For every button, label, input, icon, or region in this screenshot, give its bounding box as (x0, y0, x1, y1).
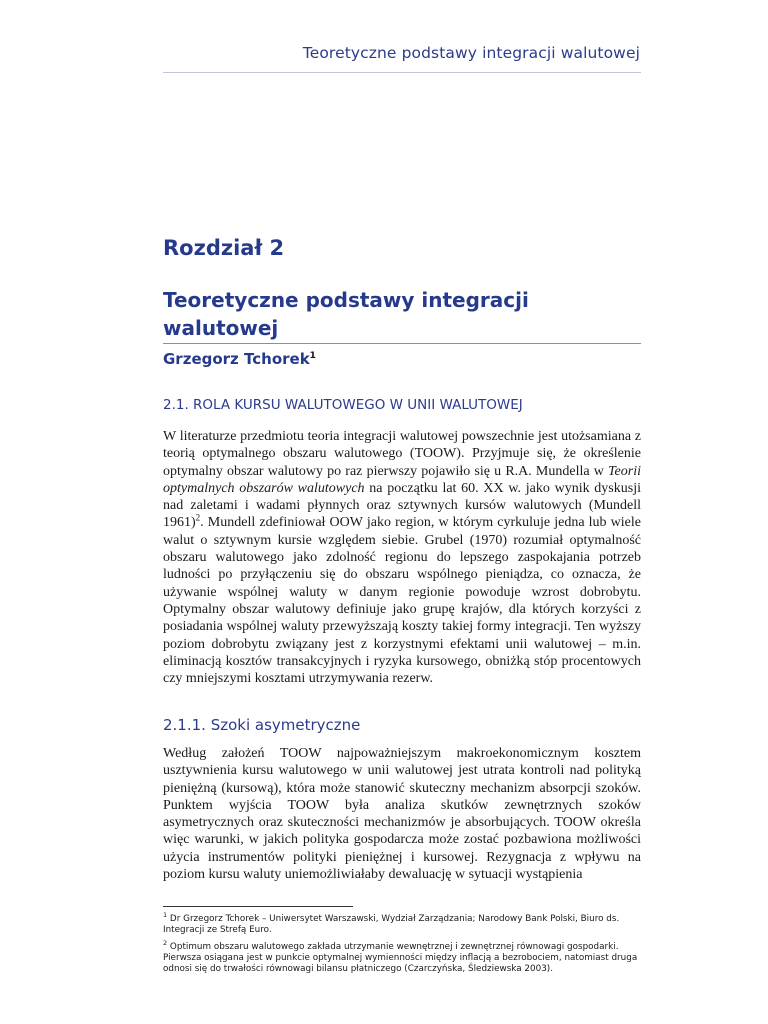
header-divider (163, 72, 641, 73)
author-footnote-mark[interactable]: 1 (309, 351, 316, 361)
section-heading-2-1-1: 2.1.1. Szoki asymetryczne (163, 716, 361, 734)
body-paragraph-2: Według założeń TOOW najpoważniejszym makroekonomicznym kosztem usztywnienia kursu walutowego w unii walutowej jest utrata kontroli nad polityką pieniężną (kursową), która może stanowić skuteczny mechanizm absorpcji szoków. Punktem wyjścia TOOW była analiza skutków zewnętrznych szoków asymetrycznych oraz skuteczności mechanizmów je absorbujących. TOOW określa więc warunki, w jakich polityka gospodarcza może zostać pozbawiona możliwości użycia instrumentów polityki pieniężnej i kursowej. Rezygnacja z wpływu na poziom kursu waluty uniemożliwiałaby dewaluację w sytuacji wystąpienia (163, 746, 641, 883)
body-paragraph-1 (163, 428, 641, 687)
paragraph-text-b: na początku lat 60. XX w. jako wynik dyskusji nad zaletami i wadami płynnych oraz sztywnych kursów walutowych (Mundell 1961) (163, 480, 641, 531)
footnote-divider (163, 906, 353, 907)
title-divider (163, 343, 641, 344)
paragraph-text-a: W literaturze przedmiotu teoria integracji walutowej powszechnie jest utożsamiana z teorią optymalnego obszaru walutowego (TOOW). Przyjmuje się, że określenie optymalny obszar walutowy po raz pierwszy pojawiło się u R.A. Mundella w (163, 429, 641, 479)
footnote-1-mark: 1 (163, 911, 168, 919)
footnote-2-mark: 2 (163, 938, 168, 947)
paragraph-text-c: . Mundell zdefiniował OOW jako region, w którym cyrkuluje jedna lub wiele walut o sztywnym kursie względem siebie. Grubel (1970) rozumiał optymalność obszaru walutowego jako zdolność regionu do lepszego zaspokajania potrzeb ludności po przyłączeniu się do obszaru wspólnego pieniądza, co oznacza, że używanie wspólnej waluty w danym regionie powoduje wzrost dobrobytu. Optymalny obszar walutowy definiuje jako grupę krajów, dla których korzyści z posiadania wspólnej waluty przewyższają koszty takiej formy integracji. Ten wyższy poziom dobrobytu związany jest z korzystnymi efektami unii walutowej – m.in. eliminacją kosztów transakcyjnych i ryzyka kursowego, obniżką stóp procentowych czy mniejszymi kosztami utrzymywania rezerw. (163, 515, 641, 687)
footnote-mark-2[interactable]: 2 (195, 512, 201, 523)
footnote-1-text: Dr Grzegorz Tchorek – Uniwersytet Warszawski, Wydział Zarządzania; Narodowy Bank Polski, Biuro ds. Integracji ze Strefą Euro. (163, 913, 620, 936)
footnotes (163, 910, 648, 976)
chapter-label: Rozdział 2 (163, 236, 285, 260)
running-header: Teoretyczne podstawy integracji walutowej (302, 44, 640, 62)
author-text: Grzegorz Tchorek (163, 350, 310, 368)
section-heading-2-1: 2.1. ROLA KURSU WALUTOWEGO W UNII WALUTOWEJ (163, 397, 523, 413)
cited-work-title: Teorii optymalnych obszarów walutowych (163, 463, 641, 496)
footnote-2 (163, 938, 648, 976)
footnote-2-text: Optimum obszaru walutowego zakłada utrzymanie wewnętrznej i zewnętrznej równowagi gospodarki. Pierwsza osiągana jest w punkcie optymalnej wymienności między inflacją a bezrobociem, natomiast druga odnosi się do trwałości równowagi bilansu płatniczego (Czarczyńska, Śledziewska 2003). (163, 941, 638, 975)
author-name (163, 350, 316, 368)
chapter-title: Teoretyczne podstawy integracji walutowej (163, 288, 529, 340)
footnote-1 (163, 910, 648, 937)
